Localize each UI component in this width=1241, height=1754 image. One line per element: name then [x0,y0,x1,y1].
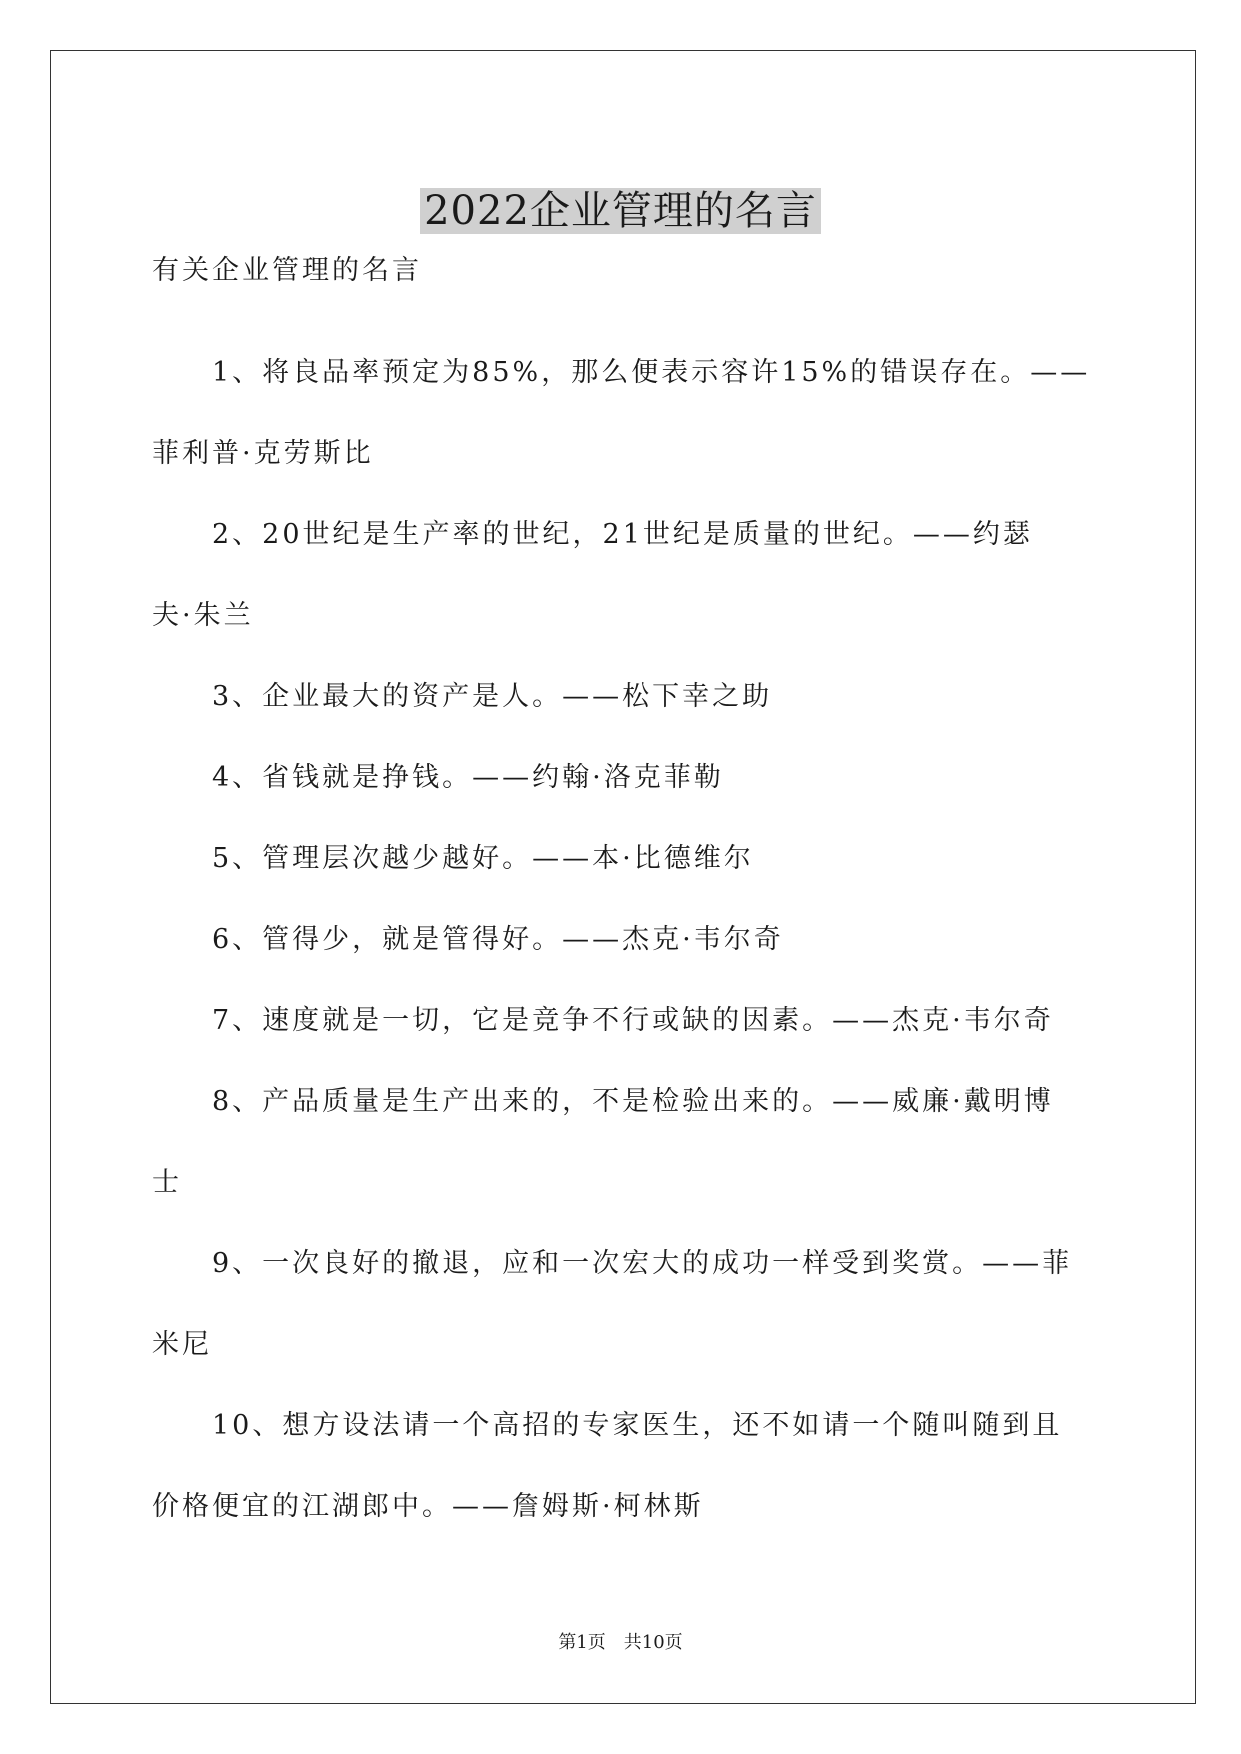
page-total: 共10页 [623,1632,683,1653]
subtitle: 有关企业管理的名言 [152,255,422,286]
quote-line: 3、企业最大的资产是人。——松下幸之助 [212,681,773,712]
quote-line: 米尼 [152,1329,212,1360]
quote-line: 夫·朱兰 [152,600,254,631]
quote-line: 4、省钱就是挣钱。——约翰·洛克菲勒 [212,762,724,793]
quote-line: 8、产品质量是生产出来的，不是检验出来的。——威廉·戴明博 [212,1086,1054,1117]
quote-line: 2、20世纪是生产率的世纪，21世纪是质量的世纪。——约瑟 [212,519,1033,550]
quote-line: 5、管理层次越少越好。——本·比德维尔 [212,843,754,874]
quote-line: 菲利普·克劳斯比 [152,438,374,469]
quote-line: 价格便宜的江湖郎中。——詹姆斯·柯林斯 [152,1491,704,1522]
page-number: 第1页 [558,1632,606,1653]
quote-line: 6、管得少，就是管得好。——杰克·韦尔奇 [212,924,784,955]
quote-line: 1、将良品率预定为85%，那么便表示容许15%的错误存在。—— [212,357,1091,388]
page-footer [0,1631,1241,1655]
quote-line: 10、想方设法请一个高招的专家医生，还不如请一个随叫随到且 [212,1410,1063,1441]
document-title-text: 2022企业管理的名言 [420,188,821,234]
quote-line: 士 [152,1167,182,1198]
quote-line: 9、一次良好的撤退，应和一次宏大的成功一样受到奖赏。——菲 [212,1248,1073,1279]
quote-line: 7、速度就是一切，它是竞争不行或缺的因素。——杰克·韦尔奇 [212,1005,1054,1036]
document-title [0,183,1241,239]
